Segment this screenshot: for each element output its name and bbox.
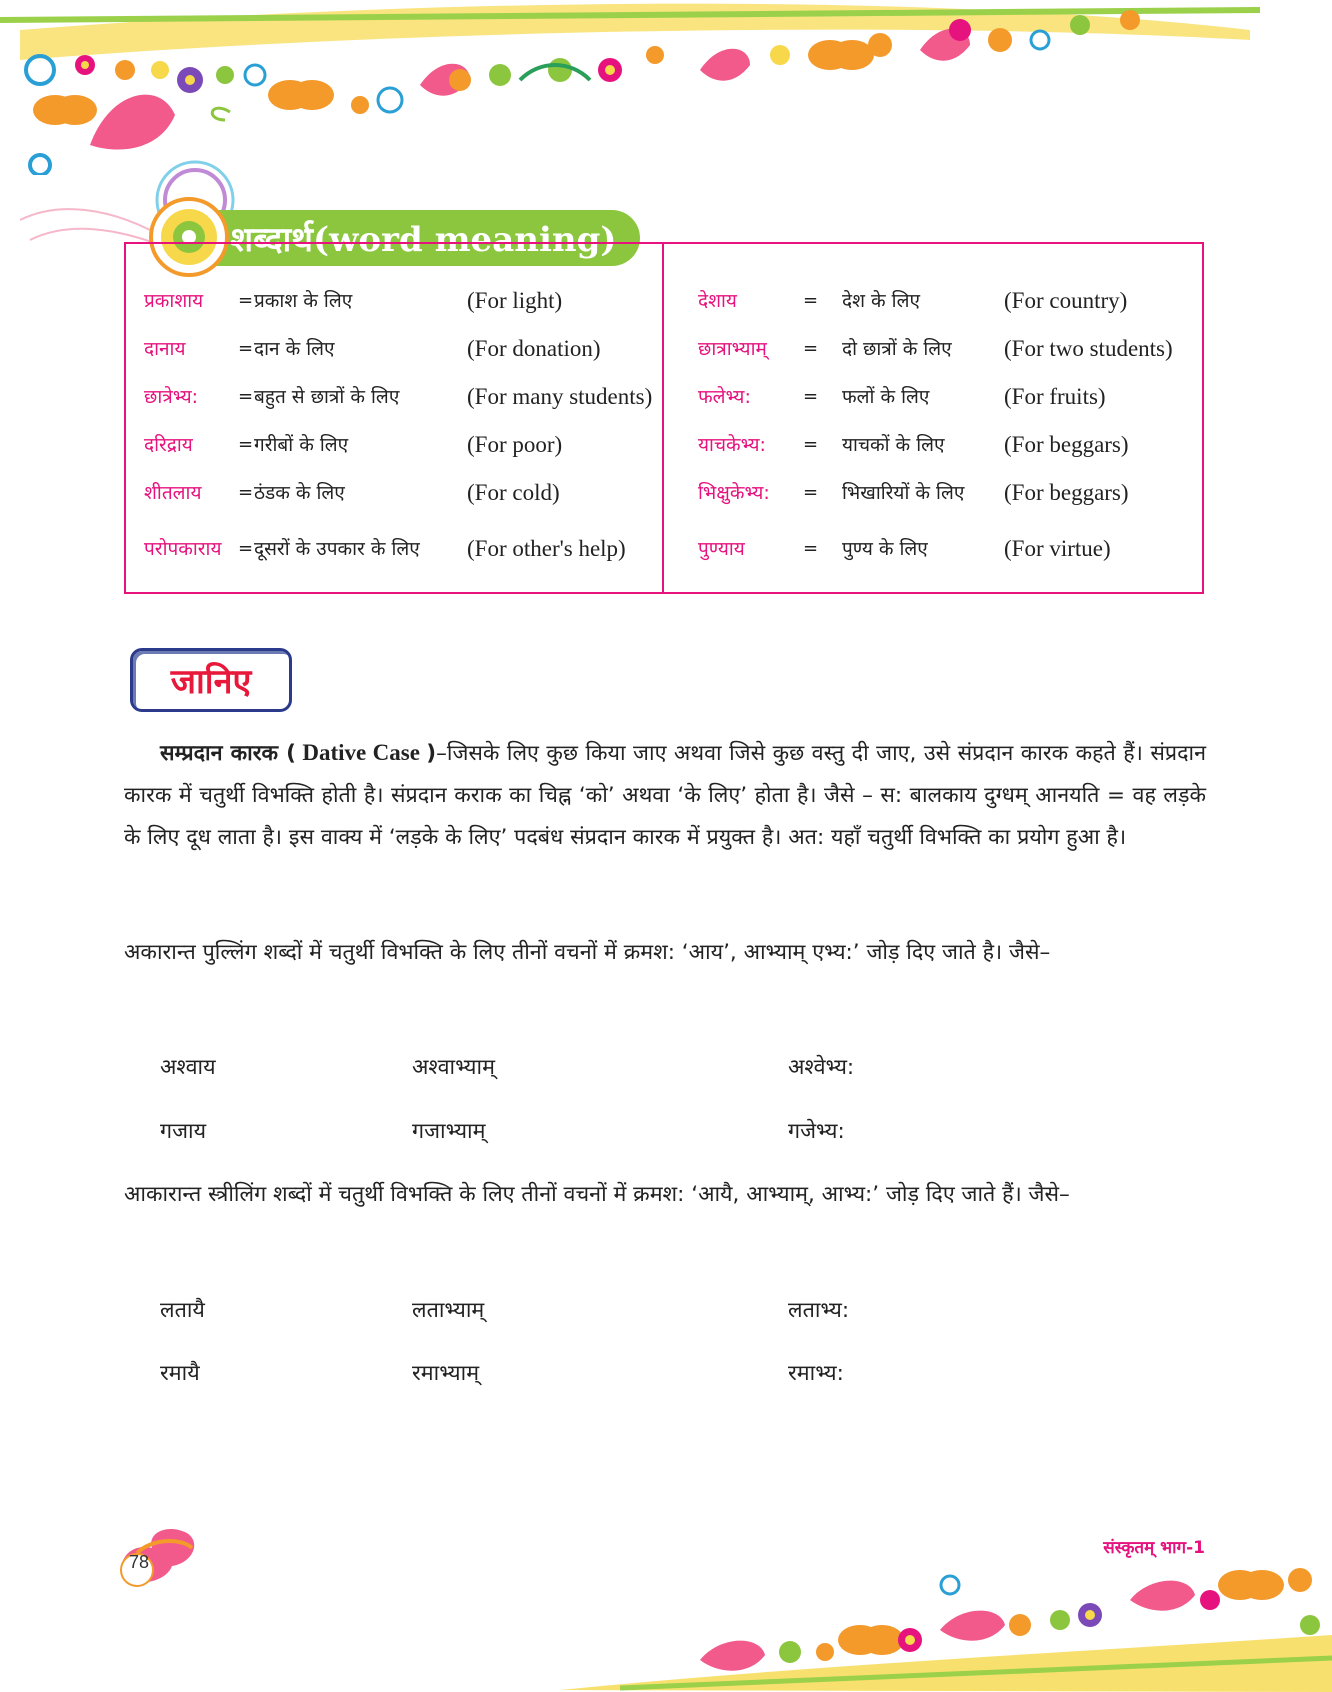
- dative-term-english: Dative Case: [296, 740, 427, 765]
- example-word: रमाभ्याम्: [412, 1361, 480, 1386]
- vocab-equals: =: [238, 290, 254, 311]
- vocab-equals: =: [803, 538, 819, 559]
- dative-term-close: ): [426, 741, 437, 766]
- vocab-english: (For country): [1004, 288, 1128, 313]
- vocab-english: (For poor): [467, 432, 563, 457]
- vocab-word: दानाय: [144, 338, 186, 360]
- vocab-equals: =: [238, 434, 254, 455]
- janiye-section-tab: जानिए: [130, 648, 292, 712]
- swirl-icon: [26, 56, 54, 84]
- example-word: गजाभ्याम्: [412, 1119, 486, 1144]
- vocab-equals: =: [803, 290, 819, 311]
- example-word: गजाय: [160, 1119, 207, 1144]
- vocab-word: छात्रेभ्य:: [144, 386, 199, 408]
- vocab-hindi: याचकों के लिए: [842, 434, 945, 456]
- example-word: अश्वाय: [160, 1055, 216, 1080]
- vocab-hindi: दो छात्रों के लिए: [842, 338, 952, 360]
- vocab-hindi: बहुत से छात्रों के लिए: [254, 386, 400, 408]
- vocab-hindi: गरीबों के लिए: [254, 434, 349, 456]
- vocab-equals: =: [238, 538, 254, 559]
- vocab-english: (For many students): [467, 384, 653, 409]
- vocab-hindi: प्रकाश के लिए: [254, 290, 353, 312]
- vocab-word: दरिद्राय: [144, 434, 193, 456]
- vocab-hindi: भिखारियों के लिए: [842, 482, 965, 504]
- vocab-equals: =: [803, 386, 819, 407]
- vocab-hindi: दूसरों के उपकार के लिए: [254, 538, 420, 560]
- example-word: अश्वाभ्याम्: [412, 1055, 495, 1080]
- butterfly-icon: [838, 1625, 904, 1655]
- vocab-english: (For fruits): [1004, 384, 1106, 409]
- vocab-equals: =: [803, 338, 819, 359]
- vocab-hindi: फलों के लिए: [842, 386, 930, 408]
- example-word: अश्वेभ्य:: [788, 1055, 855, 1080]
- vocab-english: (For virtue): [1004, 536, 1111, 561]
- vocab-english: (For two students): [1004, 336, 1173, 361]
- top-decorative-banner: [0, 0, 1332, 175]
- vocab-word: शीतलाय: [144, 482, 202, 504]
- vocab-word: देशाय: [698, 290, 737, 312]
- example-word: लतायै: [160, 1298, 205, 1323]
- vocab-english: (For donation): [467, 336, 601, 361]
- butterfly-icon: [268, 80, 334, 110]
- vocab-word: परोपकाराय: [144, 538, 222, 560]
- dative-definition: –जिसके लिए कुछ किया जाए अथवा जिसे कुछ वस्तु दी जाए, उसे संप्रदान कारक कहते हैं। संप्रदान कारक में चतुर्थी विभक्ति होती है। संप्रदान कराक का चिह्न ‘को’ अथवा ‘के लिए’ होता है। जैसे – स: बालकाय दुग्धम् आनयति = वह लड़के के लिए दूध लाता है। इस वाक्य में ‘लड़के के लिए’ पदबंध संप्रदान कारक में प्रयुक्त है। अत: यहाँ चतुर्थी विभक्ति का प्रयोग हुआ है।: [124, 741, 1206, 850]
- butterfly-icon: [1218, 1570, 1284, 1600]
- page-number: 78: [128, 1552, 150, 1572]
- dative-case-paragraph: [124, 732, 1206, 859]
- vocab-hindi: पुण्य के लिए: [842, 538, 928, 560]
- feminine-rule-paragraph: आकारान्त स्त्रीलिंग शब्दों में चतुर्थी विभक्ति के लिए तीनों वचनों में क्रमश: ‘आयै, आभ्याम्, आभ्य:’ जोड़ दिए जाते हैं। जैसे–: [124, 1182, 1070, 1207]
- vocab-english: (For cold): [467, 480, 560, 505]
- book-title: संस्कृतम् भाग-1: [1103, 1538, 1205, 1558]
- vocab-equals: =: [803, 434, 819, 455]
- vocab-word: प्रकाशाय: [144, 290, 204, 312]
- vocab-hindi: ठंडक के लिए: [254, 482, 345, 504]
- vocab-english: (For light): [467, 288, 563, 313]
- vocab-hindi: देश के लिए: [842, 290, 920, 312]
- vocabulary-divider: [662, 242, 664, 594]
- example-word: गजेभ्य:: [788, 1119, 845, 1144]
- vocab-english: (For beggars): [1004, 432, 1129, 457]
- example-word: लताभ्य:: [788, 1298, 850, 1323]
- example-word: रमाभ्य:: [788, 1361, 844, 1386]
- vocab-word: भिक्षुकेभ्य:: [698, 482, 770, 504]
- vocab-equals: =: [238, 338, 254, 359]
- vocab-equals: =: [238, 482, 254, 503]
- vocab-hindi: दान के लिए: [254, 338, 335, 360]
- vocab-word: पुण्याय: [698, 538, 745, 560]
- vocab-english: (For beggars): [1004, 480, 1129, 505]
- vocab-english: (For other's help): [467, 536, 626, 561]
- vocab-word: याचकेभ्य:: [698, 434, 766, 456]
- butterfly-icon: [33, 95, 97, 125]
- dative-term-open: (: [278, 741, 296, 766]
- masculine-rule-paragraph: अकारान्त पुल्लिंग शब्दों में चतुर्थी विभक्ति के लिए तीनों वचनों में क्रमश: ‘आय’, आभ्याम् एभ्य:’ जोड़ दिए जाते है। जैसे–: [124, 940, 1051, 965]
- vocab-word: फलेभ्य:: [698, 386, 751, 408]
- example-word: रमायै: [160, 1361, 200, 1386]
- dative-term: सम्प्रदान कारक: [160, 741, 279, 766]
- example-word: लताभ्याम्: [412, 1298, 485, 1323]
- vocab-equals: =: [238, 386, 254, 407]
- petal-icon: [90, 95, 175, 150]
- bottom-decorative-banner: [560, 1540, 1332, 1692]
- butterfly-icon: [808, 40, 874, 70]
- vocab-equals: =: [803, 482, 819, 503]
- vocab-word: छात्राभ्याम्: [698, 338, 767, 360]
- word-meaning-heading: शब्दार्थ(word meaning): [190, 210, 640, 266]
